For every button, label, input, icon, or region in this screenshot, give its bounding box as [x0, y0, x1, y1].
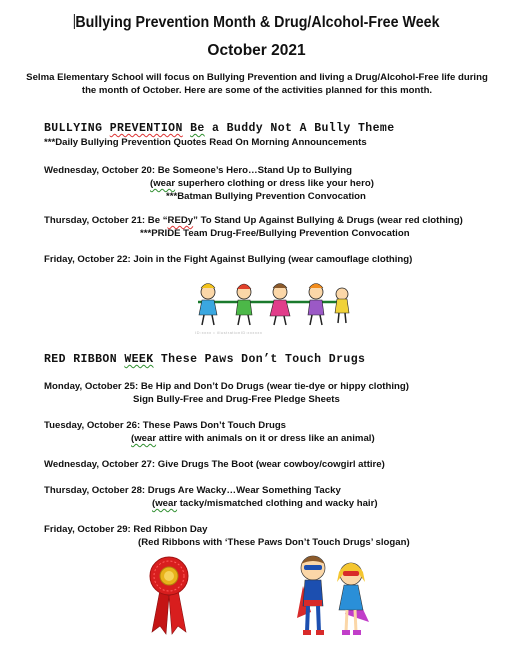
event-oct-27-title: Wednesday, October 27: Give Drugs The Boot (wear cowboy/cowgirl attire) [44, 459, 385, 470]
heading-week: WEEK [124, 353, 154, 366]
superhero-kids-clipart [293, 552, 377, 642]
document-subtitle: October 2021 [207, 42, 306, 59]
kid-5 [335, 288, 349, 323]
dress-rest: tacky/mismatched clothing and wacky hair) [177, 498, 378, 509]
event-oct-20-convocation: ***Batman Bullying Prevention Convocation [166, 191, 366, 202]
clipart-watermark: ID:xxxx • illustrationID:xxxxxx [195, 330, 263, 335]
title-part-a: Thursday, October 21: Be “ [44, 215, 168, 226]
event-oct-21-title [44, 215, 463, 226]
bullying-section-heading [44, 122, 395, 135]
heading-word-bullying: BULLYING [44, 122, 103, 135]
heading-theme: These Paws Don’t Touch Drugs [160, 353, 366, 366]
rosette [150, 557, 188, 595]
event-oct-20-title: Wednesday, October 20: Be Someone’s Hero…Stand Up to Bullying [44, 165, 352, 176]
heading-red-ribbon: RED RIBBON [44, 353, 118, 366]
event-oct-21-convocation: ***PRIDE Team Drug-Free/Bullying Prevention Convocation [140, 228, 410, 239]
dress-rest: attire with animals on it or dress like an animal) [156, 433, 375, 444]
red-ribbon-section-heading [44, 353, 365, 366]
kid-2 [236, 284, 252, 325]
heading-word-be: Be [190, 122, 205, 135]
event-oct-20-dress [150, 178, 374, 189]
kid-4 [308, 284, 324, 326]
text-cursor [73, 14, 74, 29]
event-oct-26-dress [131, 433, 375, 444]
title-redy: REDy [167, 215, 194, 226]
intro-paragraph [22, 72, 492, 97]
intro-line-2: the month of October. Here are some of the activities planned for this month. [81, 84, 433, 96]
title-part-c: ” To Stand Up Against Bullying & Drugs (wear red clothing) [193, 215, 463, 226]
document-title: Bullying Prevention Month & Drug/Alcohol-Free Week [75, 14, 440, 31]
event-oct-25-title: Monday, October 25: Be Hip and Don’t Do Drugs (wear tie-dye or hippy clothing) [44, 381, 409, 392]
dress-rest: superhero clothing or dress like your hero) [175, 178, 374, 189]
dress-wear-word: (wear [131, 433, 157, 444]
bullying-subnote: ***Daily Bullying Prevention Quotes Read On Morning Announcements [44, 137, 367, 148]
event-oct-29-slogan: (Red Ribbons with ‘These Paws Don’t Touch Drugs’ slogan) [138, 537, 410, 548]
heading-rest: a Buddy Not A Bully Theme [211, 122, 395, 135]
event-oct-26-title: Tuesday, October 26: These Paws Don’t Touch Drugs [44, 420, 287, 431]
heading-word-prevention: PREVENTION [109, 122, 183, 135]
event-oct-29-title: Friday, October 29: Red Ribbon Day [44, 524, 208, 535]
intro-line-1: Selma Elementary School will focus on Bullying Prevention and living a Drug/Alcohol-Free life during [26, 72, 488, 83]
event-oct-28-dress [152, 498, 378, 509]
dress-wear-word: (wear [152, 498, 178, 509]
event-oct-22-title: Friday, October 22: Join in the Fight Against Bullying (wear camouflage clothing) [44, 254, 413, 265]
kid-3 [270, 284, 290, 326]
red-ribbon-award-icon [146, 556, 192, 636]
kids-holding-hands-clipart [186, 282, 356, 328]
event-oct-28-title: Thursday, October 28: Drugs Are Wacky…Wear Something Tacky [44, 485, 341, 496]
kid-1 [199, 284, 217, 326]
dress-wear-word: (wear [150, 178, 176, 189]
superhero-boy [297, 556, 325, 635]
event-oct-25-pledge: Sign Bully-Free and Drug-Free Pledge Sheets [133, 394, 340, 405]
superhero-girl [337, 563, 369, 635]
